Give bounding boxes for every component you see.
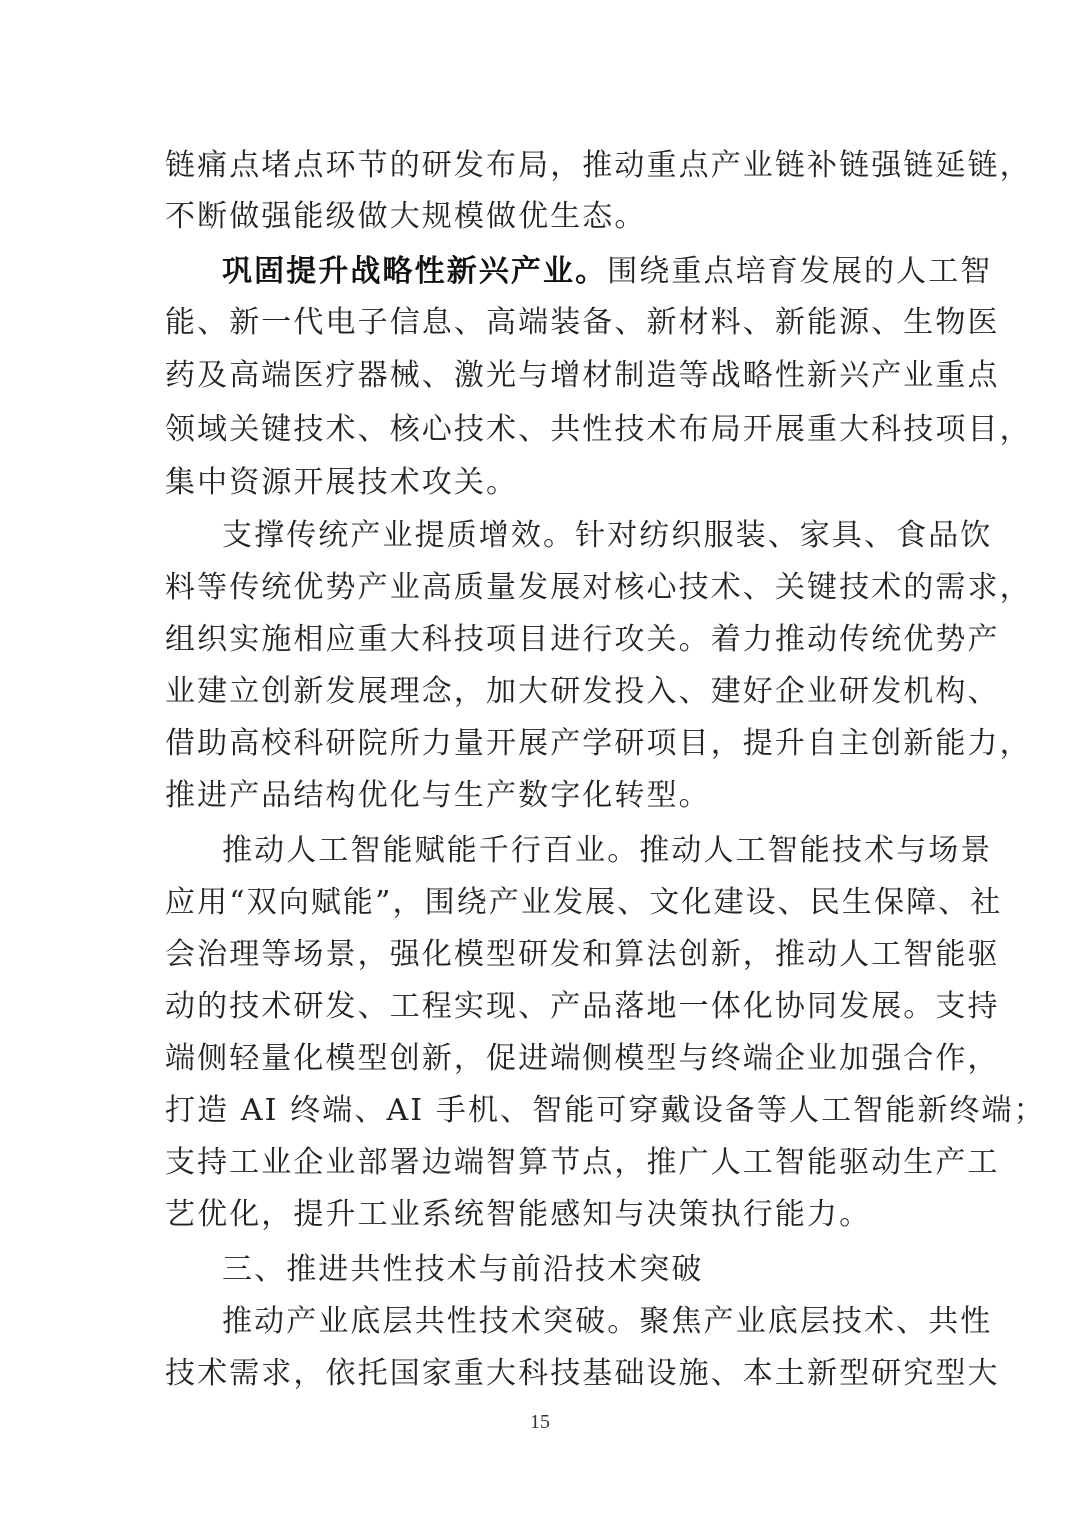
text-line: 领域关键技术、核心技术、共性技术布局开展重大科技项目， xyxy=(165,412,1032,447)
text-line: 借助高校科研院所力量开展产学研项目，提升自主创新能力， xyxy=(165,726,1032,761)
section-heading: 巩固提升战略性新兴产业。 xyxy=(222,254,608,289)
text-line: 动的技术研发、工程实现、产品落地一体化协同发展。支持 xyxy=(165,989,1000,1024)
page-number: 15 xyxy=(530,1411,550,1433)
text-line: 会治理等场景，强化模型研发和算法创新，推动人工智能驱 xyxy=(165,937,1000,972)
text-line: 应用“双向赋能”，围绕产业发展、文化建设、民生保障、社 xyxy=(165,885,1003,920)
text-line xyxy=(222,252,992,292)
text-line: 能、新一代电子信息、高端装备、新材料、新能源、生物医 xyxy=(165,305,1000,340)
text-line: 打造 AI 终端、AI 手机、智能可穿戴设备等人工智能新终端； xyxy=(165,1093,1046,1128)
text-line: 不断做强能级做大规模做优生态。 xyxy=(165,199,647,234)
text-line: 组织实施相应重大科技项目进行攻关。着力推动传统优势产 xyxy=(165,622,1000,657)
section-title: 三、推进共性技术与前沿技术突破 xyxy=(222,1252,704,1287)
text-span: 围绕重点培育发展的人工智 xyxy=(607,254,993,289)
text-line: 支撑传统产业提质增效。针对纺织服装、家具、食品饮 xyxy=(222,518,993,553)
text-line: 集中资源开展技术攻关。 xyxy=(165,465,519,500)
text-line: 艺优化，提升工业系统智能感知与决策执行能力。 xyxy=(165,1197,872,1232)
text-line: 料等传统优势产业高质量发展对核心技术、关键技术的需求， xyxy=(165,570,1032,605)
text-line: 推动人工智能赋能千行百业。推动人工智能技术与场景 xyxy=(222,833,993,868)
text-line: 业建立创新发展理念，加大研发投入、建好企业研发机构、 xyxy=(165,674,1000,709)
text-line: 端侧轻量化模型创新，促进端侧模型与终端企业加强合作， xyxy=(165,1041,1000,1076)
text-line: 推进产品结构优化与生产数字化转型。 xyxy=(165,778,711,813)
text-line: 推动产业底层共性技术突破。聚焦产业底层技术、共性 xyxy=(222,1304,993,1339)
text-line: 支持工业企业部署边端智算节点，推广人工智能驱动生产工 xyxy=(165,1145,1000,1180)
text-line: 技术需求，依托国家重大科技基础设施、本土新型研究型大 xyxy=(165,1356,1000,1391)
text-line: 链痛点堵点环节的研发布局，推动重点产业链补链强链延链， xyxy=(165,148,1032,183)
text-line: 药及高端医疗器械、激光与增材制造等战略性新兴产业重点 xyxy=(165,358,1000,393)
